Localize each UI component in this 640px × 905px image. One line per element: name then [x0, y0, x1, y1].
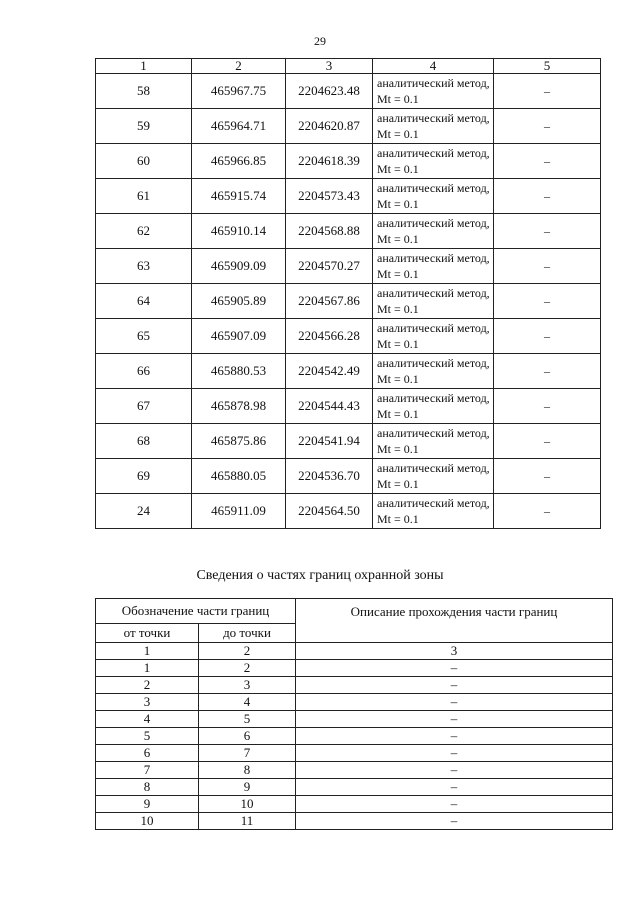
x-coordinate-cell: 465880.05 — [192, 459, 286, 494]
section-title: Сведения о частях границ охранной зоны — [196, 568, 444, 583]
part-description-cell: – — [296, 762, 613, 779]
part-description-cell: – — [296, 813, 613, 830]
method-cell: аналитический метод, Mt = 0.1 — [373, 319, 494, 354]
method-cell: аналитический метод, Mt = 0.1 — [373, 284, 494, 319]
to-point-cell: 11 — [199, 813, 296, 830]
y-coordinate-cell: 2204564.50 — [286, 494, 373, 529]
to-point-cell: 6 — [199, 728, 296, 745]
method-cell: аналитический метод, Mt = 0.1 — [373, 179, 494, 214]
part-description-cell: – — [296, 711, 613, 728]
y-coordinate-cell: 2204542.49 — [286, 354, 373, 389]
y-coordinate-cell: 2204573.43 — [286, 179, 373, 214]
y-coordinate-cell: 2204541.94 — [286, 424, 373, 459]
from-point-cell: 6 — [96, 745, 199, 762]
description-cell: – — [494, 494, 601, 529]
method-cell: аналитический метод, Mt = 0.1 — [373, 74, 494, 109]
table-row — [96, 660, 613, 677]
y-coordinate-cell: 2204620.87 — [286, 109, 373, 144]
method-cell: аналитический метод, Mt = 0.1 — [373, 459, 494, 494]
y-coordinate-cell: 2204544.43 — [286, 389, 373, 424]
boundary-parts-table — [95, 598, 613, 830]
description-cell: – — [494, 354, 601, 389]
parts-num-cell-2: 2 — [199, 643, 296, 660]
table-row — [96, 284, 601, 319]
point-number-cell: 59 — [96, 109, 192, 144]
from-point-cell: 10 — [96, 813, 199, 830]
description-cell: – — [494, 389, 601, 424]
description-cell: – — [494, 74, 601, 109]
to-point-cell: 10 — [199, 796, 296, 813]
from-point-cell: 3 — [96, 694, 199, 711]
description-cell: – — [494, 144, 601, 179]
header-boundary-designation: Обозначение части границ — [96, 599, 296, 624]
y-coordinate-cell: 2204536.70 — [286, 459, 373, 494]
table-row — [96, 179, 601, 214]
to-point-cell: 3 — [199, 677, 296, 694]
x-coordinate-cell: 465915.74 — [192, 179, 286, 214]
x-coordinate-cell: 465909.09 — [192, 249, 286, 284]
point-number-cell: 69 — [96, 459, 192, 494]
point-number-cell: 60 — [96, 144, 192, 179]
point-number-cell: 64 — [96, 284, 192, 319]
coords-col-2-header: 2 — [192, 59, 286, 74]
page-number: 29 — [314, 34, 326, 48]
table-row — [96, 389, 601, 424]
x-coordinate-cell: 465966.85 — [192, 144, 286, 179]
table-row — [96, 214, 601, 249]
method-cell: аналитический метод, Mt = 0.1 — [373, 249, 494, 284]
part-description-cell: – — [296, 796, 613, 813]
to-point-cell: 8 — [199, 762, 296, 779]
y-coordinate-cell: 2204566.28 — [286, 319, 373, 354]
part-description-cell: – — [296, 779, 613, 796]
from-point-cell: 4 — [96, 711, 199, 728]
parts-table-body — [96, 643, 613, 830]
description-cell: – — [494, 109, 601, 144]
part-description-cell: – — [296, 745, 613, 762]
method-cell: аналитический метод, Mt = 0.1 — [373, 144, 494, 179]
table-row — [96, 711, 613, 728]
description-cell: – — [494, 214, 601, 249]
table-row — [96, 144, 601, 179]
table-row — [96, 762, 613, 779]
from-point-cell: 9 — [96, 796, 199, 813]
table-row — [96, 319, 601, 354]
x-coordinate-cell: 465911.09 — [192, 494, 286, 529]
y-coordinate-cell: 2204567.86 — [286, 284, 373, 319]
description-cell: – — [494, 319, 601, 354]
to-point-cell: 4 — [199, 694, 296, 711]
coords-table-body — [96, 74, 601, 529]
parts-header-row-1 — [96, 599, 613, 624]
to-point-cell: 2 — [199, 660, 296, 677]
point-number-cell: 66 — [96, 354, 192, 389]
from-point-cell: 8 — [96, 779, 199, 796]
part-description-cell: – — [296, 728, 613, 745]
table-row — [96, 74, 601, 109]
x-coordinate-cell: 465875.86 — [192, 424, 286, 459]
to-point-cell: 7 — [199, 745, 296, 762]
method-cell: аналитический метод, Mt = 0.1 — [373, 354, 494, 389]
point-number-cell: 65 — [96, 319, 192, 354]
header-boundary-description: Описание прохождения части границ — [296, 599, 613, 643]
table-row — [96, 728, 613, 745]
x-coordinate-cell: 465907.09 — [192, 319, 286, 354]
table-row — [96, 813, 613, 830]
description-cell: – — [494, 424, 601, 459]
table-row — [96, 249, 601, 284]
y-coordinate-cell: 2204623.48 — [286, 74, 373, 109]
parts-num-cell-3: 3 — [296, 643, 613, 660]
point-number-cell: 68 — [96, 424, 192, 459]
header-to-point: до точки — [199, 624, 296, 643]
table-row — [96, 745, 613, 762]
header-from-point: от точки — [96, 624, 199, 643]
point-number-cell: 24 — [96, 494, 192, 529]
point-number-cell: 58 — [96, 74, 192, 109]
y-coordinate-cell: 2204568.88 — [286, 214, 373, 249]
part-description-cell: – — [296, 694, 613, 711]
table-row — [96, 677, 613, 694]
coords-col-1-header: 1 — [96, 59, 192, 74]
parts-number-row — [96, 643, 613, 660]
method-cell: аналитический метод, Mt = 0.1 — [373, 109, 494, 144]
from-point-cell: 5 — [96, 728, 199, 745]
table-row — [96, 694, 613, 711]
x-coordinate-cell: 465880.53 — [192, 354, 286, 389]
coords-col-5-header: 5 — [494, 59, 601, 74]
y-coordinate-cell: 2204570.27 — [286, 249, 373, 284]
description-cell: – — [494, 284, 601, 319]
x-coordinate-cell: 465910.14 — [192, 214, 286, 249]
part-description-cell: – — [296, 660, 613, 677]
point-number-cell: 62 — [96, 214, 192, 249]
table-row — [96, 109, 601, 144]
parts-num-cell-1: 1 — [96, 643, 199, 660]
coords-header-row — [96, 59, 601, 74]
to-point-cell: 9 — [199, 779, 296, 796]
table-row — [96, 424, 601, 459]
table-row — [96, 494, 601, 529]
description-cell: – — [494, 179, 601, 214]
table-row — [96, 779, 613, 796]
from-point-cell: 7 — [96, 762, 199, 779]
part-description-cell: – — [296, 677, 613, 694]
description-cell: – — [494, 459, 601, 494]
point-number-cell: 63 — [96, 249, 192, 284]
point-number-cell: 67 — [96, 389, 192, 424]
table-row — [96, 354, 601, 389]
method-cell: аналитический метод, Mt = 0.1 — [373, 494, 494, 529]
x-coordinate-cell: 465878.98 — [192, 389, 286, 424]
from-point-cell: 1 — [96, 660, 199, 677]
table-row — [96, 796, 613, 813]
method-cell: аналитический метод, Mt = 0.1 — [373, 424, 494, 459]
y-coordinate-cell: 2204618.39 — [286, 144, 373, 179]
coords-col-3-header: 3 — [286, 59, 373, 74]
coordinates-table — [95, 58, 601, 529]
method-cell: аналитический метод, Mt = 0.1 — [373, 389, 494, 424]
x-coordinate-cell: 465967.75 — [192, 74, 286, 109]
to-point-cell: 5 — [199, 711, 296, 728]
from-point-cell: 2 — [96, 677, 199, 694]
description-cell: – — [494, 249, 601, 284]
x-coordinate-cell: 465905.89 — [192, 284, 286, 319]
method-cell: аналитический метод, Mt = 0.1 — [373, 214, 494, 249]
x-coordinate-cell: 465964.71 — [192, 109, 286, 144]
coords-col-4-header: 4 — [373, 59, 494, 74]
point-number-cell: 61 — [96, 179, 192, 214]
table-row — [96, 459, 601, 494]
